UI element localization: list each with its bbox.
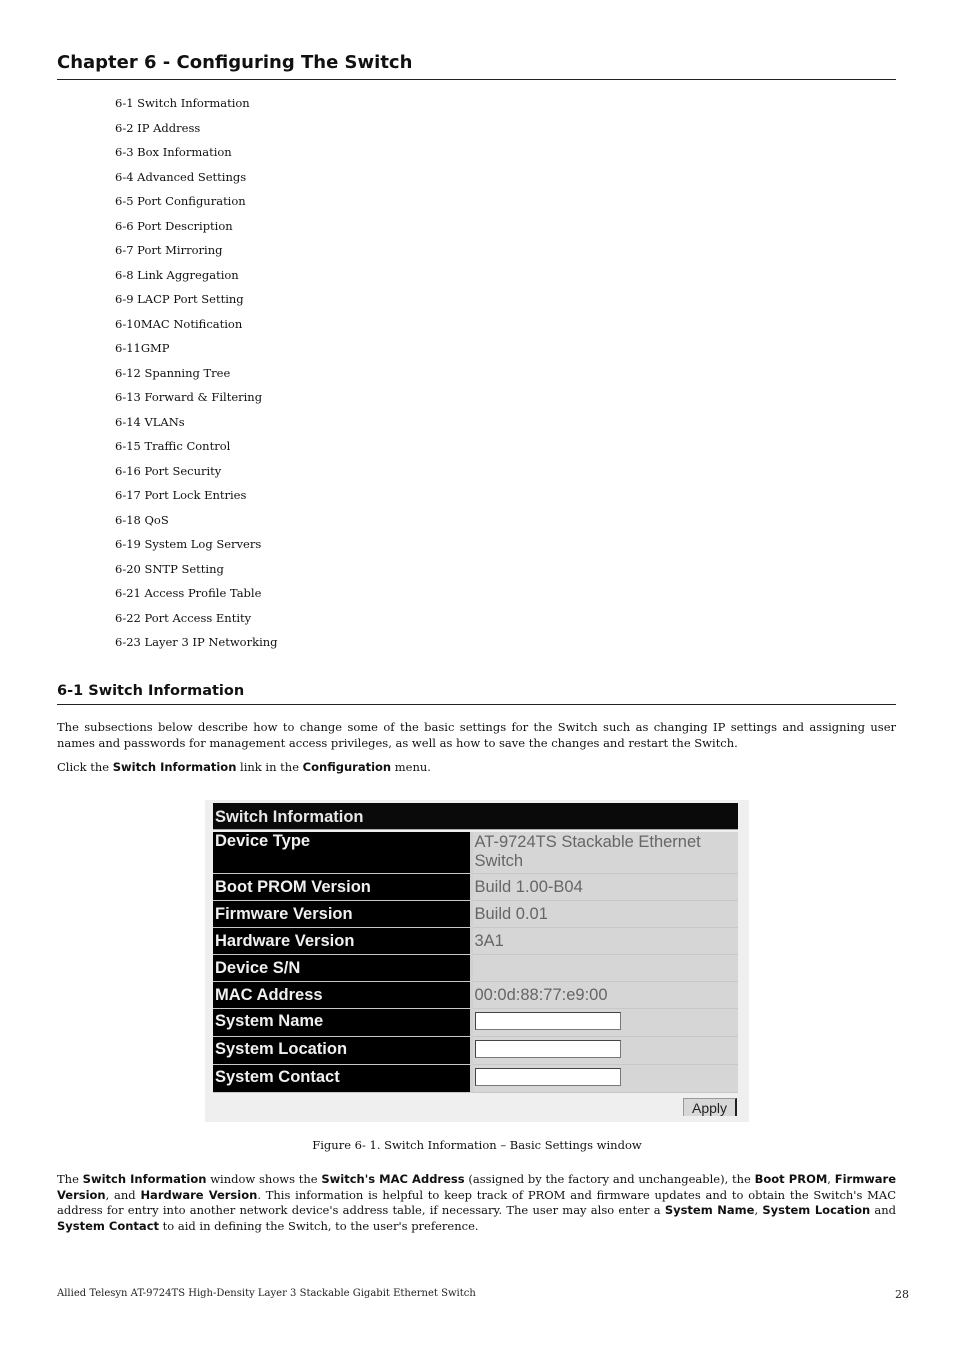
apply-row bbox=[683, 1098, 737, 1117]
description-text: , and bbox=[105, 1187, 141, 1202]
description-text: (assigned by the factory and unchangeable), the bbox=[464, 1172, 755, 1186]
toc-link-advanced-settings[interactable]: 6-4 Advanced Settings bbox=[115, 169, 247, 184]
table-of-contents bbox=[115, 95, 278, 659]
toc-item bbox=[115, 610, 278, 635]
apply-button[interactable]: Apply bbox=[683, 1098, 737, 1116]
firmware-version-label: Firmware Version bbox=[213, 900, 471, 927]
system-name-cell bbox=[471, 1008, 738, 1036]
description-text: , bbox=[754, 1203, 763, 1217]
toc-link-sntp-setting[interactable]: 6-20 SNTP Setting bbox=[115, 561, 224, 576]
panel-header: Switch Information bbox=[213, 803, 738, 830]
term-system-location: System Location bbox=[762, 1203, 871, 1217]
switch-information-window bbox=[205, 800, 749, 1122]
toc-item bbox=[115, 634, 278, 659]
toc-item bbox=[115, 242, 278, 267]
table-row bbox=[213, 981, 738, 1008]
toc-link-igmp[interactable]: 6-11GMP bbox=[115, 341, 170, 355]
instruction-term-switch-information: Switch Information bbox=[112, 760, 237, 774]
system-contact-input[interactable] bbox=[475, 1068, 621, 1086]
toc-item bbox=[115, 169, 278, 194]
toc-item bbox=[115, 585, 278, 610]
intro-paragraph: The subsections below describe how to change some of the basic settings for the Switch such as changing IP settings and assigning user names and passwords for management access privileges, as well as how to save the changes and restart the Switch. bbox=[57, 720, 896, 750]
table-row bbox=[213, 873, 738, 900]
toc-item bbox=[115, 414, 278, 439]
mac-address-value: 00:0d:88:77:e9:00 bbox=[471, 981, 738, 1008]
boot-prom-value: Build 1.00-B04 bbox=[471, 873, 738, 900]
toc-link-port-lock-entries[interactable]: 6-17 Port Lock Entries bbox=[115, 488, 247, 502]
toc-item bbox=[115, 512, 278, 537]
boot-prom-label: Boot PROM Version bbox=[213, 873, 471, 900]
term-boot-prom: Boot PROM bbox=[754, 1172, 828, 1186]
toc-link-switch-information[interactable]: 6-1 Switch Information bbox=[115, 96, 250, 110]
description-text: to aid in defining the Switch, to the user's preference. bbox=[159, 1218, 479, 1233]
table-row bbox=[213, 954, 738, 981]
term-switch-information: Switch Information bbox=[82, 1172, 207, 1186]
chapter-title: Chapter 6 - Configuring The Switch bbox=[57, 52, 896, 80]
footer-product-name: Allied Telesyn AT-9724TS High-Density Layer 3 Stackable Gigabit Ethernet Switch bbox=[57, 1288, 476, 1299]
table-row bbox=[213, 1064, 738, 1092]
toc-item bbox=[115, 487, 278, 512]
device-type-value: AT-9724TS Stackable Ethernet Switch bbox=[471, 832, 738, 873]
hardware-version-value: 3A1 bbox=[471, 927, 738, 954]
toc-link-spanning-tree[interactable]: 6-12 Spanning Tree bbox=[115, 365, 231, 380]
toc-item bbox=[115, 536, 278, 561]
term-mac-address: Switch's MAC Address bbox=[321, 1172, 465, 1186]
toc-item bbox=[115, 267, 278, 292]
toc-link-ip-address[interactable]: 6-2 IP Address bbox=[115, 120, 201, 135]
term-firmware-version: Firmware Version bbox=[57, 1172, 897, 1202]
switch-info-table bbox=[213, 832, 738, 1093]
description-text: window shows the bbox=[206, 1172, 322, 1186]
system-name-label: System Name bbox=[213, 1008, 471, 1036]
instruction-paragraph bbox=[57, 760, 896, 776]
table-row bbox=[213, 1008, 738, 1036]
description-text: The bbox=[57, 1172, 83, 1186]
toc-link-port-configuration[interactable]: 6-5 Port Configuration bbox=[115, 194, 246, 208]
toc-link-layer3-ip-networking[interactable]: 6-23 Layer 3 IP Networking bbox=[115, 635, 278, 649]
instruction-text: link in the bbox=[236, 760, 303, 774]
toc-item bbox=[115, 218, 278, 243]
toc-link-qos[interactable]: 6-18 QoS bbox=[115, 512, 169, 527]
toc-item bbox=[115, 561, 278, 586]
table-row bbox=[213, 927, 738, 954]
toc-link-traffic-control[interactable]: 6-15 Traffic Control bbox=[115, 439, 231, 453]
toc-item bbox=[115, 438, 278, 463]
toc-link-port-security[interactable]: 6-16 Port Security bbox=[115, 463, 222, 478]
toc-link-vlans[interactable]: 6-14 VLANs bbox=[115, 414, 185, 429]
toc-link-system-log-servers[interactable]: 6-19 System Log Servers bbox=[115, 537, 262, 551]
term-system-name: System Name bbox=[664, 1203, 755, 1217]
term-hardware-version: Hardware Version bbox=[140, 1187, 258, 1202]
firmware-version-value: Build 0.01 bbox=[471, 900, 738, 927]
toc-link-mac-notification[interactable]: 6-10MAC Notification bbox=[115, 316, 243, 331]
figure-caption: Figure 6- 1. Switch Information – Basic Settings window bbox=[312, 1138, 642, 1152]
system-location-cell bbox=[471, 1036, 738, 1064]
toc-link-access-profile-table[interactable]: 6-21 Access Profile Table bbox=[115, 586, 262, 600]
toc-item bbox=[115, 340, 278, 365]
toc-item bbox=[115, 95, 278, 120]
toc-item bbox=[115, 291, 278, 316]
instruction-text: menu. bbox=[391, 760, 431, 774]
description-text: . This information is helpful to keep track of PROM and firmware updates and to obtain the Switch's MAC address for entry into another network device's address table, if necessary. The user may also enter a bbox=[57, 1187, 897, 1217]
device-sn-value bbox=[471, 954, 738, 981]
page-number: 28 bbox=[895, 1288, 909, 1301]
section-title: 6-1 Switch Information bbox=[57, 683, 896, 705]
table-row bbox=[213, 900, 738, 927]
device-sn-label: Device S/N bbox=[213, 954, 471, 981]
system-contact-label: System Contact bbox=[213, 1064, 471, 1092]
table-row bbox=[213, 1036, 738, 1064]
toc-item bbox=[115, 144, 278, 169]
device-type-label: Device Type bbox=[213, 832, 471, 873]
instruction-text: Click the bbox=[57, 760, 113, 774]
toc-link-port-description[interactable]: 6-6 Port Description bbox=[115, 218, 233, 233]
description-text: , bbox=[827, 1172, 835, 1186]
system-name-input[interactable] bbox=[475, 1012, 621, 1030]
toc-link-lacp-port-setting[interactable]: 6-9 LACP Port Setting bbox=[115, 292, 244, 306]
toc-link-port-mirroring[interactable]: 6-7 Port Mirroring bbox=[115, 243, 223, 257]
system-contact-cell bbox=[471, 1064, 738, 1092]
toc-item bbox=[115, 463, 278, 488]
table-row bbox=[213, 832, 738, 873]
mac-address-label: MAC Address bbox=[213, 981, 471, 1008]
toc-link-box-information[interactable]: 6-3 Box Information bbox=[115, 145, 232, 159]
instruction-term-configuration: Configuration bbox=[302, 760, 392, 774]
hardware-version-label: Hardware Version bbox=[213, 927, 471, 954]
toc-item bbox=[115, 193, 278, 218]
system-location-label: System Location bbox=[213, 1036, 471, 1064]
description-text: and bbox=[870, 1203, 897, 1217]
toc-link-port-access-entity[interactable]: 6-22 Port Access Entity bbox=[115, 610, 252, 625]
toc-link-link-aggregation[interactable]: 6-8 Link Aggregation bbox=[115, 267, 239, 282]
description-paragraph bbox=[57, 1172, 896, 1234]
system-location-input[interactable] bbox=[475, 1040, 621, 1058]
term-system-contact: System Contact bbox=[57, 1218, 160, 1233]
toc-item bbox=[115, 316, 278, 341]
toc-item bbox=[115, 120, 278, 145]
toc-item bbox=[115, 365, 278, 390]
toc-item bbox=[115, 389, 278, 414]
toc-link-forward-filtering[interactable]: 6-13 Forward & Filtering bbox=[115, 390, 263, 404]
